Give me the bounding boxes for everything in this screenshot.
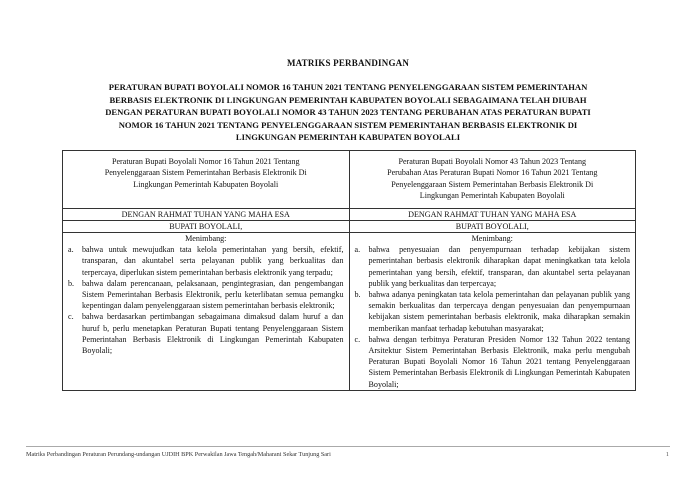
right-column-header — [349, 151, 636, 209]
list-marker: a. — [354, 245, 361, 255]
header-line: Peraturan Bupati Boyolali Nomor 16 Tahun 2021 Tentang — [111, 157, 300, 166]
comparison-table — [62, 150, 636, 391]
list-item — [355, 289, 631, 334]
list-text: bahwa dalam perencanaan, pelaksanaan, pengintegrasian, dan pengembangan Sistem Pemerintahan Berbasis Elektronik, perlu keterlibatan semua pemangku kepentingan dalam penyelenggaraan sistem pemerintahan berbasis elektronik; — [82, 278, 344, 311]
list-marker: c. — [354, 334, 361, 344]
subtitle-line: PERATURAN BUPATI BOYOLALI NOMOR 16 TAHUN 2021 TENTANG PENYELENGGARAAN SISTEM PEMERINTAHAN — [108, 82, 588, 92]
list-text: bahwa penyesuaian dan penyempurnaan terhadap kebijakan sistem pemerintahan berbasis elektronik diharapkan dapat meningkatkan tata kelola pemerintahan yang bersih, efektif, transparan, dan akuntabel serta pelayanan publik yang berkualitas dan terpercaya; — [368, 245, 630, 288]
list-item — [68, 311, 344, 356]
header-line: Lingkungan Pemerintah Kabupaten Boyolali — [133, 179, 279, 189]
table-row — [63, 233, 636, 391]
document-subtitle — [62, 81, 634, 144]
right-preamble: DENGAN RAHMAT TUHAN YANG MAHA ESA — [349, 208, 636, 220]
header-line: Peraturan Bupati Boyolali Nomor 43 Tahun 2023 Tentang — [398, 157, 587, 166]
list-marker: a. — [68, 245, 74, 255]
list-marker: c. — [68, 312, 74, 322]
header-line: Penyelenggaraan Sistem Pemerintahan Berbasis Elektronik Di — [104, 168, 307, 178]
header-line: Perubahan Atas Peraturan Bupati Nomor 16 Tahun 2021 Tentang — [387, 168, 598, 178]
header-line: Penyelenggaraan Sistem Pemerintahan Berbasis Elektronik Di — [391, 179, 594, 189]
page-number: 1 — [665, 451, 669, 458]
left-column-header — [63, 151, 350, 209]
menimbang-label: Menimbang: — [185, 234, 227, 244]
left-preamble: DENGAN RAHMAT TUHAN YANG MAHA ESA — [63, 208, 350, 220]
table-row — [63, 208, 636, 220]
list-item — [355, 334, 631, 390]
list-text: bahwa dengan terbitnya Peraturan Presiden Nomor 132 Tahun 2022 tentang Arsitektur Sistem Pemerintahan Berbasis Elektronik, maka perlu mengubah Peraturan Bupati Boyolali Nomor 16 Tahun 2021 tentang Penyelenggaraan Sistem Pemerintahan Berbasis Elektronik di Lingkungan Pemerintah Kabupaten Boyolali; — [368, 334, 630, 389]
right-authority: BUPATI BOYOLALI, — [349, 220, 636, 232]
list-item — [355, 244, 631, 289]
consideration-list — [355, 244, 631, 390]
subtitle-line: NOMOR 16 TAHUN 2021 TENTANG PENYELENGGARAAN SISTEM PEMERINTAHAN BERBASIS ELEKTRONIK DI — [118, 119, 578, 130]
list-text: bahwa berdasarkan pertimbangan sebagaimana dimaksud dalam huruf a dan huruf b, perlu menetapkan Peraturan Bupati tentang Penyelenggaraan Sistem Pemerintahan Berbasis Elektronik di Lingkungan Pemerintah Kabupaten Boyolali; — [82, 312, 344, 356]
right-considerations — [349, 233, 636, 391]
list-text: bahwa untuk mewujudkan tata kelola pemerintahan yang bersih, efektif, transparan, dan akuntabel serta pelayanan publik yang berkualitas dan terpercaya, diperlukan sistem pemerintahan berbasis elektronik yang terpadu; — [82, 245, 344, 277]
footer-text: Matriks Perbandingan Peraturan Perundang-undangan UJDIH BPK Perwakilan Jawa Tengah/Maharani Sekar Tunjung Sari — [26, 451, 331, 458]
list-marker: b. — [68, 278, 75, 288]
left-considerations — [63, 233, 350, 391]
subtitle-line: BERBASIS ELEKTRONIK DI LINGKUNGAN PEMERINTAH KABUPATEN BOYOLALI SEBAGAIMANA TELAH DIUBAH — [109, 94, 587, 105]
list-item — [68, 278, 344, 312]
table-row — [63, 220, 636, 232]
list-marker: b. — [354, 290, 361, 300]
subtitle-line: DENGAN PERATURAN BUPATI BOYOLALI NOMOR 43 TAHUN 2023 TENTANG PERUBAHAN ATAS PERATURAN BUPATI — [105, 107, 591, 118]
left-authority: BUPATI BOYOLALI, — [63, 220, 350, 232]
list-item — [68, 244, 344, 278]
table-header-row — [63, 151, 636, 209]
consideration-list — [68, 244, 344, 356]
subtitle-line: LINGKUNGAN PEMERINTAH KABUPATEN BOYOLALI — [235, 132, 461, 143]
list-text: bahwa adanya peningkatan tata kelola pemerintahan dan pelayanan publik yang semakin berkualitas dan terpercaya dengan penyesuaian dan penyempurnaan kebijakan sistem pemerintahan berbasis elektronik, maka diharapkan semakin memberikan manfaat terhadap kebutuhan masyarakat; — [368, 290, 630, 333]
footer-divider — [26, 446, 670, 447]
menimbang-label: Menimbang: — [471, 234, 513, 244]
header-line: Lingkungan Pemerintah Kabupaten Boyolali — [419, 191, 565, 201]
document-title: MATRIKS PERBANDINGAN — [286, 58, 410, 68]
